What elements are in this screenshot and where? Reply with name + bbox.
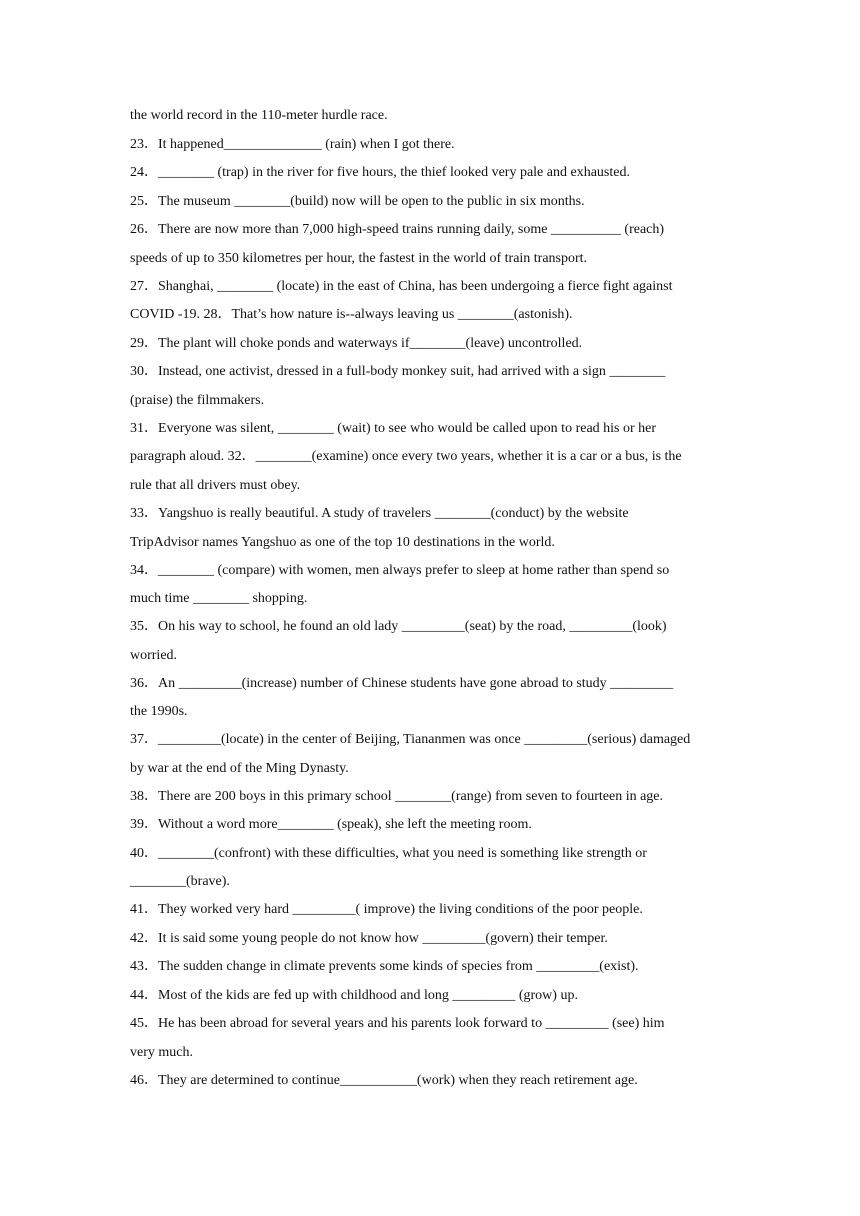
exercise-text	[130, 102, 736, 1095]
text-line: (praise) the filmmakers.	[130, 392, 265, 408]
text-line: 31．Everyone was silent, ________ (wait) to see who would be called upon to read his or her	[130, 420, 657, 436]
text-line: 45．He has been abroad for several years and his parents look forward to _________ (see) him	[130, 1016, 665, 1031]
text-line: very much.	[130, 1044, 193, 1060]
text-line: 24．________ (trap) in the river for five hours, the thief looked very pale and exhausted.	[130, 165, 630, 180]
text-line: 27．Shanghai, ________ (locate) in the east of China, has been undergoing a fierce fight against	[130, 278, 673, 294]
text-line: worried.	[130, 647, 178, 663]
text-line: speeds of up to 350 kilometres per hour, the fastest in the world of train transport.	[130, 250, 588, 266]
text-line: 25．The museum ________(build) now will be open to the public in six months.	[130, 193, 585, 209]
text-line: 46．They are determined to continue___________(work) when they reach retirement age.	[130, 1072, 638, 1088]
text-line: ________(brave).	[130, 874, 230, 889]
text-line: 39．Without a word more________ (speak), she left the meeting room.	[130, 817, 532, 832]
text-line: 34．________ (compare) with women, men always prefer to sleep at home rather than spend so	[130, 562, 670, 578]
text-line: 44．Most of the kids are fed up with childhood and long _________ (grow) up.	[130, 987, 578, 1003]
text-line: TripAdvisor names Yangshuo as one of the top 10 destinations in the world.	[130, 534, 555, 550]
text-line: 33．Yangshuo is really beautiful. A study of travelers ________(conduct) by the website	[130, 506, 629, 521]
text-line: 30．Instead, one activist, dressed in a full-body monkey suit, had arrived with a sign ________	[130, 364, 666, 379]
text-line: the 1990s.	[130, 704, 188, 719]
text-line: 38．There are 200 boys in this primary school ________(range) from seven to fourteen in age.	[130, 788, 664, 804]
text-line: COVID -19. 28．That’s how nature is--always leaving us ________(astonish).	[130, 307, 573, 322]
text-line: 37．_________(locate) in the center of Beijing, Tiananmen was once _________(serious) damaged	[130, 732, 691, 747]
text-line: 26．There are now more than 7,000 high-speed trains running daily, some __________ (reach)	[130, 222, 665, 237]
text-line: 23．It happened______________ (rain) when I got there.	[130, 136, 455, 152]
text-line: the world record in the 110-meter hurdle race.	[130, 108, 388, 123]
text-line: 40．________(confront) with these difficulties, what you need is something like strength or	[130, 845, 647, 861]
text-line: 43．The sudden change in climate prevents some kinds of species from _________(exist).	[130, 959, 639, 974]
text-line: 42．It is said some young people do not know how _________(govern) their temper.	[130, 930, 608, 946]
text-line: much time ________ shopping.	[130, 591, 308, 606]
text-line: 36．An _________(increase) number of Chinese students have gone abroad to study _________	[130, 675, 674, 691]
text-line: rule that all drivers must obey.	[130, 477, 301, 493]
text-line: paragraph aloud. 32．________(examine) once every two years, whether it is a car or a bus, is the	[130, 449, 682, 464]
text-line: 35．On his way to school, he found an old lady _________(seat) by the road, _________(look)	[130, 619, 667, 634]
text-line: by war at the end of the Ming Dynasty.	[130, 760, 349, 776]
text-line: 29．The plant will choke ponds and waterways if________(leave) uncontrolled.	[130, 335, 583, 351]
text-line: 41．They worked very hard _________( improve) the living conditions of the poor people.	[130, 902, 643, 917]
